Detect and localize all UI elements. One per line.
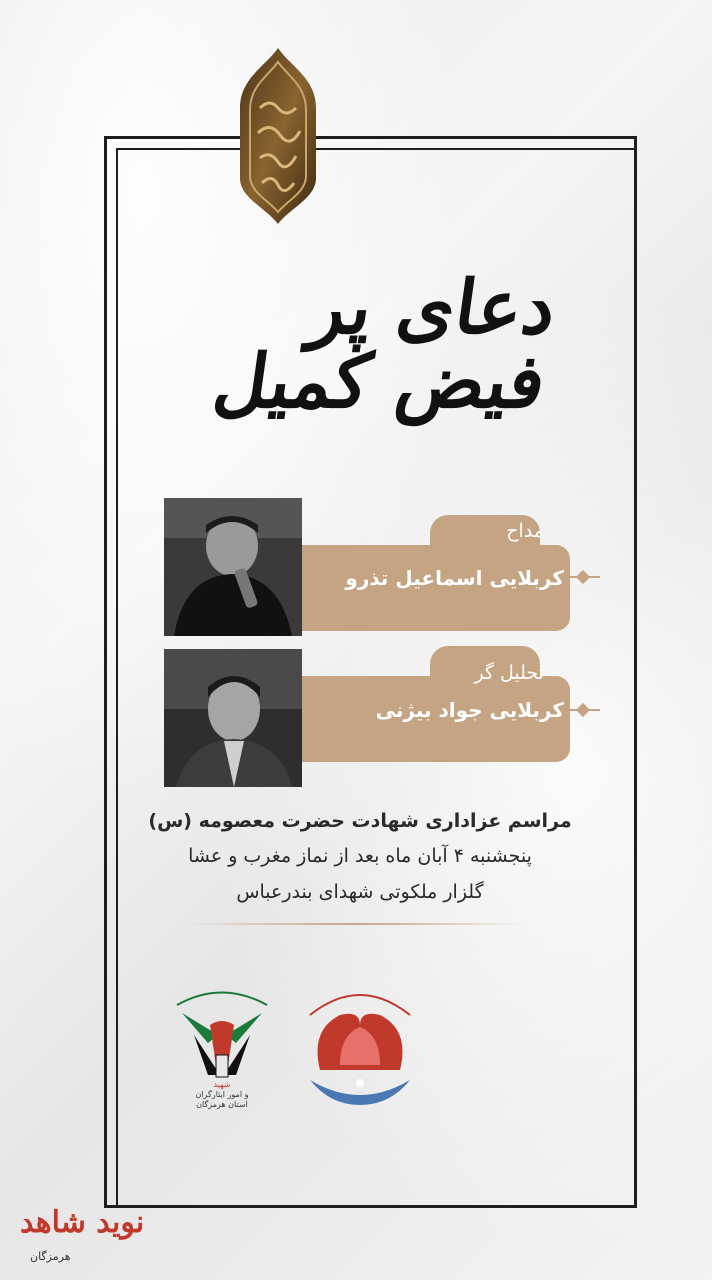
martyrs-garden-logo-icon: [295, 975, 425, 1115]
title-calligraphy: دعای پر فیض کمیل: [208, 265, 562, 425]
performer-1-name: کربلایی اسماعیل تذرو: [345, 566, 564, 590]
event-time: پنجشنبه ۴ آبان ماه بعد از نماز مغرب و عشا: [188, 845, 532, 867]
foundation-logo-caption-2: و امور ایثارگران: [195, 1090, 249, 1099]
foundation-logo-caption-1: شهید: [213, 1080, 231, 1089]
corner-brand-region: هرمزگان: [30, 1250, 71, 1263]
performer-1-role: مداح: [506, 520, 544, 542]
foundation-logo-caption-3: استان هرمزگان: [196, 1100, 248, 1109]
performer-1-photo: [164, 498, 302, 636]
divider: [185, 923, 525, 925]
corner-brand-text: نوید شاهد: [20, 1205, 145, 1240]
performer-2-name: کربلایی جواد بیژنی: [375, 698, 564, 722]
performer-2-role: تحلیل گر: [474, 662, 544, 684]
event-location: گلزار ملکوتی شهدای بندرعباس: [236, 881, 484, 903]
calligraphy-seal-icon: [238, 48, 318, 224]
performer-2-photo: [164, 649, 302, 787]
event-title: مراسم عزاداری شهادت حضرت معصومه (س): [148, 810, 572, 832]
